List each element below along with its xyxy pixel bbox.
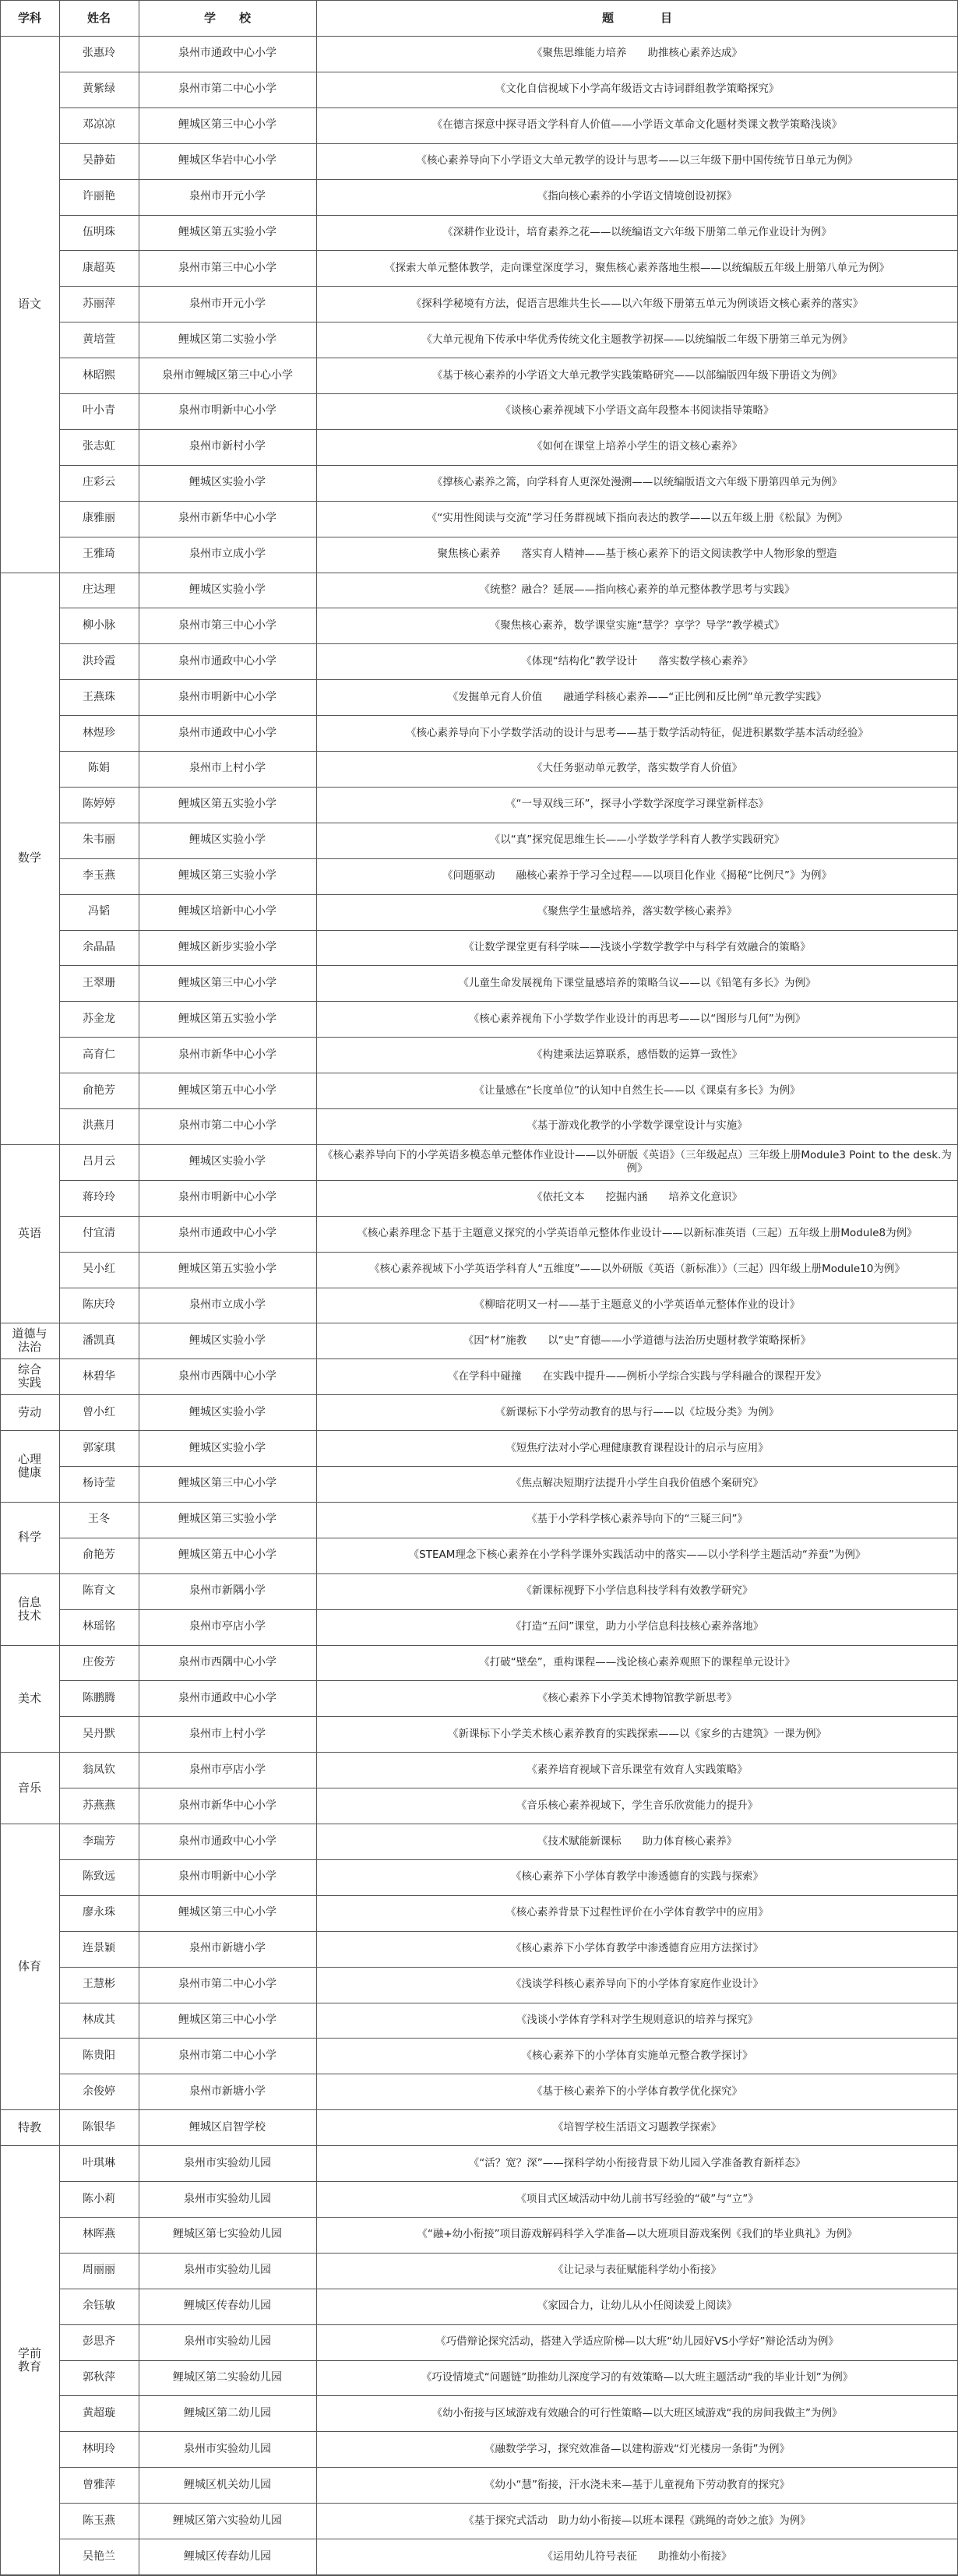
school-name: 泉州市第二中心小学: [178, 83, 276, 96]
paper-title: 《撑核心素养之篙，向学科育人更深处漫溯——以统编版语文六年级下册第四单元为例》: [431, 476, 843, 489]
school-name: 鲤城区实验小学: [189, 1441, 266, 1454]
paper-title: 《打造“五问”课堂，助力小学信息科技核心素养落地》: [510, 1620, 764, 1633]
paper-title: 《探索大单元整体教学，走向课堂深度学习，聚焦核心素养落地生根——以统编版五年级上册第八单元为例》: [385, 261, 889, 274]
teacher-name: 林明玲: [83, 2442, 115, 2455]
paper-title: 《核心素养导向下小学语文大单元教学的设计与思考——以三年级下册中国传统节日单元为例》: [416, 154, 858, 167]
teacher-name: 黄紫绿: [83, 83, 115, 96]
school-name: 泉州市第三中心小学: [178, 618, 276, 632]
paper-title: 《儿童生命发展视角下课堂量感培养的策略刍议——以《铅笔有多长》为例》: [458, 976, 816, 989]
school-name: 鲤城区第五中心小学: [178, 1549, 276, 1562]
teacher-name: 庄俊芳: [83, 1656, 115, 1669]
teacher-name: 康超英: [83, 261, 115, 274]
teacher-name: 杨诗莹: [83, 1477, 115, 1490]
teacher-name: 廖永珠: [83, 1906, 115, 1919]
teacher-name: 叶小青: [83, 404, 115, 418]
paper-title: 《文化自信视域下小学高年级语文古诗词群组教学策略探究》: [495, 83, 780, 96]
teacher-name: 吴小红: [83, 1263, 115, 1276]
school-name: 鲤城区培新中心小学: [178, 905, 276, 918]
paper-title: 《在学科中碰撞 在实践中提升——例析小学综合实践与学科融合的课程开发》: [448, 1369, 826, 1383]
school-name: 鲤城区实验小学: [189, 1155, 266, 1168]
teacher-name: 康雅丽: [83, 512, 115, 525]
teacher-name: 王燕珠: [83, 690, 115, 703]
school-name: 泉州市实验幼儿园: [184, 2264, 271, 2277]
school-name: 鲤城区华岩中心小学: [178, 154, 276, 167]
paper-title: 《焦点解决短期疗法提升小学生自我价值感个案研究》: [511, 1477, 763, 1490]
teacher-name: 郭秋萍: [83, 2371, 115, 2384]
paper-title: 《发掘单元育人价值 融通学科核心素养——“正比例和反比例”单元教学实践》: [447, 690, 827, 703]
paper-title: 《构建乘法运算联系，感悟数的运算一致性》: [532, 1048, 742, 1061]
paper-title: 《“融+幼小衔接”项目游戏解码科学入学准备—以大班项目游戏案例《我们的毕业典礼》为例》: [417, 2228, 858, 2241]
school-name: 鲤城区第二实验幼儿园: [173, 2371, 282, 2384]
paper-title: 《素养培育视域下音乐课堂有效育人实践策略》: [527, 1763, 748, 1776]
school-name: 鲤城区新步实验小学: [178, 940, 276, 953]
teacher-name: 王冬: [88, 1513, 110, 1526]
teacher-name: 王翠珊: [83, 976, 115, 989]
paper-title: 《巧借辩论探究活动，搭建入学适应阶梯—以大班“幼儿园好VS小学好”辩论活动为例》: [435, 2335, 839, 2349]
paper-title: 《培智学校生活语文习题教学探索》: [553, 2120, 721, 2134]
school-name: 鲤城区第七实验幼儿园: [173, 2228, 282, 2241]
header-subject: 学科: [17, 10, 41, 25]
paper-title: 《聚焦核心素养，数学课堂实施“慧学？享学？导学”教学模式》: [489, 618, 785, 632]
school-name: 泉州市明新中心小学: [178, 1870, 276, 1884]
paper-title: 《“一导双线三环”，探寻小学数学深度学习课堂新样态》: [505, 798, 769, 811]
paper-title: 《让数学课堂更有科学味——浅谈小学数学教学中与科学有效融合的策略》: [463, 940, 811, 953]
teacher-name: 付宜清: [83, 1227, 115, 1240]
school-name: 泉州市明新中心小学: [178, 1191, 276, 1204]
paper-title: 《柳暗花明又一村——基于主题意义的小学英语单元整体作业的设计》: [474, 1298, 801, 1311]
teacher-name: 林晖燕: [83, 2228, 115, 2241]
school-name: 泉州市上村小学: [189, 762, 266, 775]
teacher-name: 俞艳芳: [83, 1084, 115, 1097]
subject-label: 语文: [17, 296, 41, 311]
teacher-name: 潘凯真: [83, 1334, 115, 1347]
teacher-name: 陈小莉: [83, 2192, 115, 2205]
paper-title: 聚焦核心素养 落实育人精神——基于核心素养下的语文阅读教学中人物形象的塑造: [437, 548, 837, 561]
school-name: 鲤城区实验小学: [189, 833, 266, 847]
paper-title: 《基于游戏化教学的小学数学课堂设计与实施》: [527, 1119, 748, 1133]
teacher-name: 林昭熙: [83, 368, 115, 382]
paper-title: 《核心素养下小学体育教学中渗透德育的实践与探索》: [511, 1870, 763, 1884]
school-name: 鲤城区第三中心小学: [178, 1477, 276, 1490]
teacher-name: 苏燕燕: [83, 1799, 115, 1812]
school-name: 鲤城区第五中心小学: [178, 1084, 276, 1097]
paper-title: 《“活？宽？深”——探科学幼小衔接背景下幼儿园入学准备教育新样态》: [468, 2156, 806, 2169]
paper-title: 《聚焦思维能力培养 助推核心素养达成》: [532, 47, 742, 60]
paper-title: 《幼小“慧”衔接，汗水浇未来—基于儿童视角下劳动教育的探究》: [484, 2478, 790, 2491]
teacher-name: 陈婷婷: [83, 798, 115, 811]
teacher-name: 吴丹默: [83, 1727, 115, 1740]
teacher-name: 许丽艳: [83, 190, 115, 203]
school-name: 泉州市第三中心小学: [178, 261, 276, 274]
teacher-name: 洪燕月: [83, 1119, 115, 1133]
school-name: 泉州市通政中心小学: [178, 1691, 276, 1704]
school-name: 泉州市新华中心小学: [178, 1799, 276, 1812]
school-name: 鲤城区第三实验小学: [178, 869, 276, 883]
school-name: 泉州市亭店小学: [189, 1620, 266, 1633]
paper-title: 《技术赋能新课标 助力体育核心素养》: [537, 1834, 738, 1848]
paper-title: 《因“材”施教 以“史”育德——小学道德与法治历史题材教学策略探析》: [463, 1334, 812, 1347]
teacher-name: 周丽丽: [83, 2264, 115, 2277]
paper-title: 《依托文本 挖掘内涵 培养文化意识》: [532, 1191, 742, 1204]
paper-title: 《深耕作业设计，培育素养之花——以统编语文六年级下册第二单元作业设计为例》: [442, 225, 832, 238]
paper-title: 《浅谈学科核心素养导向下的小学体育家庭作业设计》: [511, 1978, 763, 1991]
school-name: 鲤城区第二幼儿园: [184, 2406, 271, 2419]
school-name: 鲤城区启智学校: [189, 2120, 266, 2134]
school-name: 鲤城区第五实验小学: [178, 798, 276, 811]
paper-title: 《巧设情境式“问题链”助推幼儿深度学习的有效策略—以大班主题活动“我的毕业计划”为例》: [421, 2371, 854, 2384]
school-name: 泉州市通政中心小学: [178, 47, 276, 60]
teacher-name: 余钰敏: [83, 2299, 115, 2313]
school-name: 鲤城区传春幼儿园: [184, 2299, 271, 2313]
school-name: 鲤城区第五实验小学: [178, 1012, 276, 1025]
paper-title: 《新课标视野下小学信息科技学科有效教学研究》: [521, 1584, 753, 1598]
teacher-name: 林煜珍: [83, 726, 115, 739]
paper-title: 《体现“结构化”教学设计 落实数学核心素养》: [521, 654, 753, 668]
school-name: 泉州市鲤城区第三中心小学: [162, 368, 293, 382]
teacher-name: 伍明珠: [83, 225, 115, 238]
teacher-name: 李瑞芳: [83, 1834, 115, 1848]
paper-title: 《音乐核心素养视域下，学生音乐欣赏能力的提升》: [516, 1799, 759, 1812]
teacher-name: 苏金龙: [83, 1012, 115, 1025]
school-name: 泉州市通政中心小学: [178, 726, 276, 739]
paper-title: 《家园合力，让幼儿从小任阅读爱上阅读》: [537, 2299, 738, 2313]
school-name: 鲤城区实验小学: [189, 476, 266, 489]
school-name: 泉州市立成小学: [189, 548, 266, 561]
subject-label: 信息 技术: [17, 1595, 41, 1623]
teacher-name: 王雅琦: [83, 548, 115, 561]
teacher-name: 吴艳兰: [83, 2550, 115, 2563]
school-name: 鲤城区第三实验小学: [178, 1513, 276, 1526]
header-name: 姓名: [86, 10, 111, 25]
school-name: 鲤城区实验小学: [189, 583, 266, 596]
paper-title: 《核心素养导向下的小学英语多模态单元整体作业设计——以外研版《英语》（三年级起点）三年级上册Module3 Point to the desk.为例》: [322, 1148, 952, 1175]
paper-title: 《新课标下小学美术核心素养教育的实践探索——以《家乡的古建筑》一课为例》: [448, 1727, 826, 1740]
school-name: 泉州市新村小学: [189, 440, 266, 453]
teacher-name: 林瑶铭: [83, 1620, 115, 1633]
teacher-name: 翁凤钦: [83, 1763, 115, 1776]
teacher-name: 陈育文: [83, 1584, 115, 1598]
teacher-name: 林碧华: [83, 1369, 115, 1383]
paper-title: 《基于核心素养下的小学体育教学优化探究》: [532, 2084, 742, 2098]
paper-title: 《探科学秘境有方法，促语言思维共生长——以六年级下册第五单元为例谈语文核心素养的落实》: [410, 297, 864, 310]
subject-label: 道德与 法治: [12, 1327, 48, 1355]
teacher-name: 洪玲霞: [83, 654, 115, 668]
paper-title: 《核心素养背景下过程性评价在小学体育教学中的应用》: [505, 1906, 769, 1919]
teacher-name: 陈贵阳: [83, 2049, 115, 2062]
teacher-name: 苏丽萍: [83, 297, 115, 310]
paper-title: 《融数学学习，探究效准备—以建构游戏“灯光楼房一条街”为例》: [484, 2442, 790, 2455]
paper-title: 《如何在课堂上培养小学生的语文核心素养》: [532, 440, 742, 453]
teacher-name: 蒋玲玲: [83, 1191, 115, 1204]
paper-title: 《幼小衔接与区域游戏有效融合的可行性策略—以大班区域游戏“我的房间我做主”为例》: [431, 2406, 843, 2419]
teacher-name: 郭家琪: [83, 1441, 115, 1454]
subject-label: 体育: [17, 1959, 41, 1974]
school-name: 泉州市西隅中心小学: [178, 1369, 276, 1383]
paper-title: 《核心素养下的小学体育实施单元整合教学探讨》: [521, 2049, 753, 2062]
subject-label: 特教: [17, 2120, 41, 2134]
school-name: 泉州市实验幼儿园: [184, 2442, 271, 2455]
teacher-name: 邓凉凉: [83, 118, 115, 132]
teacher-name: 黄超璇: [83, 2406, 115, 2419]
teacher-name: 陈庆玲: [83, 1298, 115, 1311]
paper-title: 《指向核心素养的小学语文情境创设初探》: [537, 190, 738, 203]
subject-label: 劳动: [17, 1404, 41, 1419]
school-name: 泉州市新华中心小学: [178, 512, 276, 525]
school-name: 鲤城区第三中心小学: [178, 976, 276, 989]
teacher-name: 高育仁: [83, 1048, 115, 1061]
paper-title: 《问题驱动 融核心素养于学习全过程——以项目化作业《揭秘“比例尺”》为例》: [442, 869, 832, 883]
teacher-name: 冯韬: [88, 905, 110, 918]
school-name: 泉州市通政中心小学: [178, 1227, 276, 1240]
paper-title: 《核心素养视域下小学英语学科育人“五维度”——以外研版《英语（新标准）》（三起）四年级上册Module10为例》: [369, 1263, 905, 1276]
school-name: 鲤城区第三中心小学: [178, 1906, 276, 1919]
school-name: 鲤城区机关幼儿园: [184, 2478, 271, 2491]
paper-title: 《聚焦学生量感培养，落实数学核心素养》: [537, 905, 738, 918]
header-school: 学 校: [203, 10, 251, 25]
paper-title: 《在德言探意中探寻语文学科育人价值——小学语文革命文化题材类课文教学策略浅谈》: [431, 118, 843, 132]
school-name: 泉州市第二中心小学: [178, 1978, 276, 1991]
school-name: 泉州市新隅小学: [189, 1584, 266, 1598]
teacher-name: 叶琪琳: [83, 2156, 115, 2169]
school-name: 鲤城区第二实验小学: [178, 333, 276, 346]
paper-title: 《基于小学科学核心素养导向下的“三疑三问”》: [527, 1513, 748, 1526]
school-name: 泉州市实验幼儿园: [184, 2192, 271, 2205]
school-name: 泉州市上村小学: [189, 1727, 266, 1740]
school-name: 泉州市西隅中心小学: [178, 1656, 276, 1669]
school-name: 泉州市亭店小学: [189, 1763, 266, 1776]
teacher-name: 李玉燕: [83, 869, 115, 883]
paper-title: 《新课标下小学劳动教育的思与行——以《垃圾分类》为例》: [495, 1405, 780, 1418]
school-name: 泉州市开元小学: [189, 190, 266, 203]
paper-title: 《核心素养下小学美术博物馆教学新思考》: [537, 1691, 738, 1704]
teacher-name: 柳小脉: [83, 618, 115, 632]
school-name: 泉州市开元小学: [189, 297, 266, 310]
school-name: 鲤城区第三中心小学: [178, 118, 276, 132]
teacher-name: 王慧彬: [83, 1978, 115, 1991]
teacher-name: 连景颖: [83, 1942, 115, 1955]
paper-title: 《大单元视角下传承中华优秀传统文化主题教学初探——以统编版二年级下册第三单元为例》: [421, 333, 853, 346]
school-name: 泉州市明新中心小学: [178, 404, 276, 418]
paper-title: 《核心素养下小学体育教学中渗透德育应用方法探讨》: [511, 1942, 763, 1955]
teacher-name: 彭思齐: [83, 2335, 115, 2349]
paper-title: 《基于核心素养的小学语文大单元教学实践策略研究——以部编版四年级下册语文为例》: [431, 368, 843, 382]
teacher-name: 黄培萱: [83, 333, 115, 346]
group-divider: [59, 2574, 958, 2575]
school-name: 鲤城区传春幼儿园: [184, 2550, 271, 2563]
paper-title: 《核心素养导向下小学数学活动的设计与思考——基于数学活动特征，促进积累数学基本活动经验》: [406, 726, 868, 739]
subject-label: 学前 教育: [17, 2345, 41, 2373]
teacher-name: 吕月云: [83, 1155, 115, 1168]
subject-label: 综合 实践: [17, 1362, 41, 1390]
teacher-name: 陈鹏腾: [83, 1691, 115, 1704]
paper-title: 《基于探究式活动 助力幼小衔接—以班本课程《跳绳的奇妙之旅》为例》: [463, 2514, 811, 2527]
teacher-name: 陈银华: [83, 2120, 115, 2134]
teacher-name: 林成其: [83, 2014, 115, 2026]
teacher-name: 曾雅萍: [83, 2478, 115, 2491]
teacher-name: 庄达理: [83, 583, 115, 596]
subject-label: 美术: [17, 1690, 41, 1705]
paper-title: 《大任务驱动单元教学，落实数学育人价值》: [532, 762, 742, 775]
paper-title: 《以“真”探究促思维生长——小学数学学科育人教学实践研究》: [489, 833, 785, 847]
school-name: 鲤城区实验小学: [189, 1405, 266, 1418]
paper-title: 《统整？融合？延展——指向核心素养的单元整体教学思考与实践》: [479, 583, 795, 596]
school-name: 泉州市新塘小学: [189, 1942, 266, 1955]
school-name: 泉州市新华中心小学: [178, 1048, 276, 1061]
subject-label: 心理 健康: [17, 1452, 41, 1480]
paper-title: 《“实用性阅读与交流”学习任务群视域下指向表达的教学——以五年级上册《松鼠》为例》: [426, 512, 848, 525]
subject-label: 数学: [17, 851, 41, 865]
school-name: 鲤城区第五实验小学: [178, 1263, 276, 1276]
teacher-name: 曾小红: [83, 1405, 115, 1418]
paper-title: 《运用幼儿符号表征 助推幼小衔接》: [542, 2550, 732, 2563]
teacher-name: 余俊婷: [83, 2084, 115, 2098]
paper-title: 《让量感在“长度单位”的认知中自然生长——以《课桌有多长》为例》: [474, 1084, 801, 1097]
school-name: 泉州市明新中心小学: [178, 690, 276, 703]
paper-title: 《核心素养理念下基于主题意义探究的小学英语单元整体作业设计——以新标准英语（三起）五年级上册Module8为例》: [357, 1227, 917, 1240]
teacher-name: 庄彩云: [83, 476, 115, 489]
teacher-name: 朱韦丽: [83, 833, 115, 847]
teacher-name: 吴静茹: [83, 154, 115, 167]
paper-title: 《让记录与表征赋能科学幼小衔接》: [553, 2264, 721, 2277]
school-name: 泉州市通政中心小学: [178, 1834, 276, 1848]
school-name: 泉州市第二中心小学: [178, 1119, 276, 1133]
subject-label: 英语: [17, 1226, 41, 1241]
school-name: 泉州市实验幼儿园: [184, 2335, 271, 2349]
paper-title: 《短焦疗法对小学心理健康教育课程设计的启示与应用》: [505, 1441, 769, 1454]
subject-label: 音乐: [17, 1780, 41, 1795]
teacher-name: 陈娟: [88, 762, 110, 775]
header-topic: 题 目: [601, 10, 672, 25]
school-name: 泉州市新塘小学: [189, 2084, 266, 2098]
paper-title: 《STEAM理念下核心素养在小学科学课外实践活动中的落实——以小学科学主题活动“养蚕”为例》: [408, 1549, 866, 1562]
subject-divider: [0, 2574, 59, 2575]
paper-title: 《谈核心素养视域下小学语文高年段整本书阅读指导策略》: [500, 404, 774, 418]
paper-title: 《浅谈小学体育学科对学生规则意识的培养与探究》: [516, 2014, 759, 2026]
school-name: 鲤城区第六实验幼儿园: [173, 2514, 282, 2527]
teacher-name: 张志虹: [83, 440, 115, 453]
teacher-name: 陈致远: [83, 1870, 115, 1884]
paper-title: 《核心素养视角下小学数学作业设计的再思考——以“图形与几何”为例》: [468, 1012, 806, 1025]
school-name: 鲤城区第三中心小学: [178, 2014, 276, 2026]
teacher-name: 俞艳芳: [83, 1549, 115, 1562]
teacher-name: 陈玉燕: [83, 2514, 115, 2527]
paper-title: 《打破“壁垒”，重构课程——浅论核心素养观照下的课程单元设计》: [479, 1656, 795, 1669]
school-name: 泉州市实验幼儿园: [184, 2156, 271, 2169]
subject-label: 科学: [17, 1530, 41, 1545]
school-name: 泉州市第二中心小学: [178, 2049, 276, 2062]
school-name: 鲤城区实验小学: [189, 1334, 266, 1347]
paper-title: 《项目式区域活动中幼儿前书写经验的“破”与“立”》: [516, 2192, 759, 2205]
teacher-name: 余晶晶: [83, 940, 115, 953]
teacher-name: 张惠玲: [83, 47, 115, 60]
school-name: 泉州市立成小学: [189, 1298, 266, 1311]
school-name: 鲤城区第五实验小学: [178, 225, 276, 238]
school-name: 泉州市通政中心小学: [178, 654, 276, 668]
